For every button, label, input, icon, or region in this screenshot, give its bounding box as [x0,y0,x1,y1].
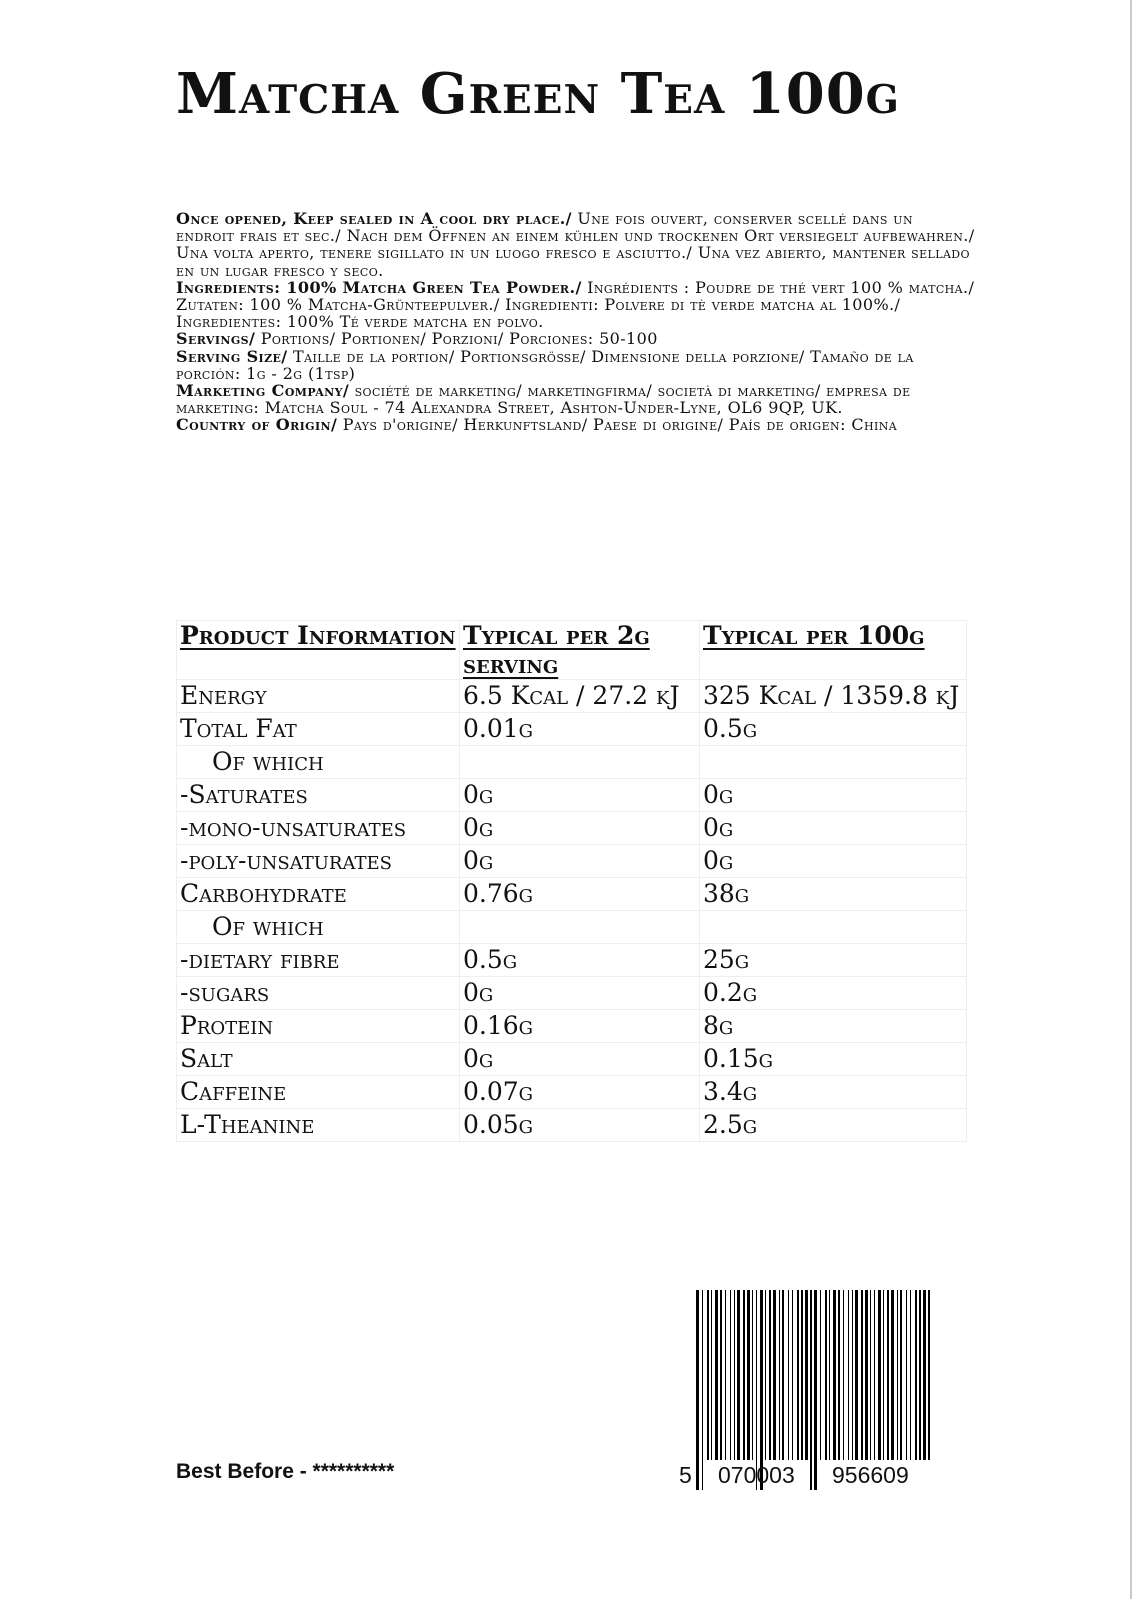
per-serving-value: 0g [460,812,700,845]
nutrient-name: -Saturates [177,779,460,812]
nutrient-name: Caffeine [177,1076,460,1109]
table-row [177,878,967,911]
barcode-first-digit: 5 [679,1462,692,1488]
nutrient-name: Carbohydrate [177,878,460,911]
origin-heading: Country of Origin/ [176,415,338,435]
column-header-per-100g: Typical per 100g [700,621,967,680]
best-before-label: Best Before - ********** [176,1460,395,1483]
ingredients-heading: Ingredients: 100% Matcha Green Tea Powder./ [176,277,582,297]
table-row [177,1043,967,1076]
table-row [177,1109,967,1142]
marketing-heading: Marketing Company/ [176,381,350,401]
per-serving-value: 0g [460,977,700,1010]
table-row [177,845,967,878]
table-row [177,812,967,845]
table-row [177,1010,967,1043]
table-row [177,977,967,1010]
per-serving-value: 0.76g [460,878,700,911]
storage-text: Une fois ouvert, conserver scellé dans un endroit frais et sec./ Nach dem Öffnen an einem kühlen und trockenen Ort versiegelt aufbewahren./ Una volta aperto, tenere sigillato in un luogo fresco e asciutto./ Una vez abierto, mantener sellado en un lugar fresco y seco. [176,209,975,280]
ingredients-text: Ingrédients : Poudre de thé vert 100 % matcha./ Zutaten: 100 % Matcha-Grünteepulver./ Ingredienti: Polvere di tè verde matcha al 100%./ Ingredientes: 100% Té verde matcha en polvo. [176,277,975,332]
per-100g-value: 25g [700,944,967,977]
per-100g-value: 0.2g [700,977,967,1010]
per-100g-value: 8g [700,1010,967,1043]
barcode-right-digits: 956609 [832,1462,909,1488]
storage-paragraph [176,210,976,279]
per-100g-value [700,911,967,944]
nutrient-name: Protein [177,1010,460,1043]
per-serving-value: 0.16g [460,1010,700,1043]
per-serving-value [460,746,700,779]
nutrient-name: L-Theanine [177,1109,460,1142]
table-row [177,680,967,713]
table-row [177,779,967,812]
nutrient-name: Of which [177,911,460,944]
origin-text: Pays d'origine/ Herkunftsland/ Paese di origine/ País de origen: China [337,415,898,435]
marketing-paragraph [176,382,976,416]
table-row [177,1076,967,1109]
per-100g-value: 0.5g [700,713,967,746]
barcode [680,1290,950,1490]
nutrient-name: Of which [177,746,460,779]
origin-paragraph [176,416,976,433]
storage-heading: Once opened, Keep sealed in A cool dry place./ [176,209,572,228]
serving-size-heading: Serving Size/ [176,346,288,366]
per-serving-value: 0.5g [460,944,700,977]
table-row [177,746,967,779]
nutrient-name: Salt [177,1043,460,1076]
page-edge-line [1130,0,1132,1599]
per-serving-value: 0.07g [460,1076,700,1109]
nutrient-name: Total Fat [177,713,460,746]
nutrition-header-row [177,621,967,680]
nutrient-name: -mono-unsaturates [177,812,460,845]
servings-text: Portions/ Portionen/ Porzioni/ Porciones: 50-100 [255,329,658,349]
per-serving-value: 0.05g [460,1109,700,1142]
per-100g-value: 3.4g [700,1076,967,1109]
per-100g-value: 0g [700,779,967,812]
column-header-product-information: Product Information [177,621,460,680]
serving-size-text: Taille de la portion/ Portionsgröße/ Dimensione della porzione/ Tamaño de la porción: 1g - 2g (1tsp) [176,346,914,383]
per-serving-value: 0.01g [460,713,700,746]
per-serving-value: 0g [460,845,700,878]
product-title: Matcha Green Tea 100g [176,61,900,127]
per-100g-value [700,746,967,779]
per-serving-value: 0g [460,779,700,812]
servings-heading: Servings/ [176,329,256,349]
per-100g-value: 0g [700,812,967,845]
table-row [177,944,967,977]
column-header-per-serving: Typical per 2g serving [460,621,700,680]
per-100g-value: 0g [700,845,967,878]
per-serving-value: 0g [460,1043,700,1076]
table-row [177,713,967,746]
barcode-left-digits: 070003 [718,1462,795,1488]
per-serving-value [460,911,700,944]
per-100g-value: 0.15g [700,1043,967,1076]
nutrition-table [176,620,967,1142]
nutrient-name: -poly-unsaturates [177,845,460,878]
nutrient-name: -sugars [177,977,460,1010]
barcode-bars [680,1290,950,1490]
table-row [177,911,967,944]
per-100g-value: 2.5g [700,1109,967,1142]
servings-paragraph [176,330,976,347]
per-serving-value: 6.5 Kcal / 27.2 kJ [460,680,700,713]
ingredients-paragraph [176,279,976,331]
nutrient-name: -dietary fibre [177,944,460,977]
nutrient-name: Energy [177,680,460,713]
per-100g-value: 325 Kcal / 1359.8 kJ [700,680,967,713]
per-100g-value: 38g [700,878,967,911]
marketing-text: société de marketing/ marketingfirma/ società di marketing/ empresa de marketing: Matcha Soul - 74 Alexandra Street, Ashton-Under-Lyne, OL6 9QP, UK. [176,381,911,418]
serving-size-paragraph [176,348,976,382]
product-info-block [176,210,976,434]
